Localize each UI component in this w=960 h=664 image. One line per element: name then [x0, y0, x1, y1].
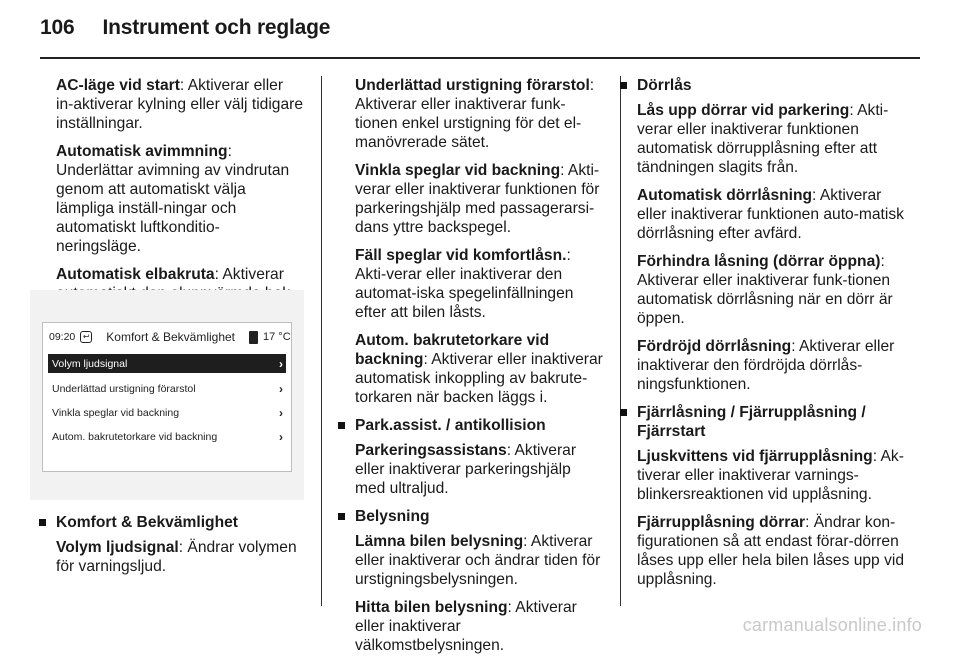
info-display-screen: [42, 322, 292, 472]
term: Fjärrupplåsning dörrar: [637, 514, 806, 531]
menu-item-label: Autom. bakrutetorkare vid backning: [52, 430, 218, 443]
term: Automatisk elbakruta: [56, 266, 215, 283]
term: AC-läge vid start: [56, 77, 180, 94]
bullet-square-icon: [338, 513, 345, 520]
section-comfort: [56, 513, 304, 532]
term: Underlättad urstigning förarstol: [355, 77, 590, 94]
column-divider: [321, 76, 322, 606]
setting-auto-defog: [56, 142, 304, 256]
term: Parkeringsassistans: [355, 442, 507, 459]
setting-prevent-lock: [637, 252, 905, 328]
chevron-right-icon: ›: [279, 429, 283, 444]
setting-park-assist: [355, 441, 605, 498]
setting-ac-start: [56, 76, 304, 133]
description: : Aktiverar eller inaktiverar den fördröjda dörrlås-ningsfunktionen.: [637, 338, 895, 393]
section-title: Belysning: [355, 508, 430, 525]
setting-fold-mirrors: [355, 246, 605, 322]
setting-auto-lock: [637, 186, 905, 243]
section-title: Park.assist. / antikollision: [355, 417, 546, 434]
display-time: 09:20: [49, 331, 76, 343]
display-top-bar: [43, 323, 291, 351]
description: : Aktiverar eller inaktiverar funk-tionen automatisk dörrlåsning när en dörr är öppen.: [637, 253, 893, 327]
term: Lås upp dörrar vid parkering: [637, 102, 850, 119]
bullet-square-icon: [620, 409, 627, 416]
setting-exit-lighting: [355, 532, 605, 589]
phone-icon: [249, 331, 258, 344]
description: : Aktiverar eller inaktiverar välkomstbelysningen.: [355, 599, 577, 654]
section-lighting: [355, 507, 605, 526]
menu-item-label: Volym ljudsignal: [52, 357, 128, 370]
term: Automatisk dörrlåsning: [637, 187, 813, 204]
column-1-bottom: [56, 513, 304, 585]
term: Volym ljudsignal: [56, 539, 179, 556]
display-menu-item-easy-exit: [48, 379, 286, 398]
description: : Aktiverar: [214, 266, 284, 283]
term: Fäll speglar vid komfortlåsn.: [355, 247, 567, 264]
term: Förhindra låsning (dörrar öppna): [637, 253, 881, 270]
setting-remote-feedback: [637, 447, 905, 504]
description: : Akti-verar eller inaktiverar den automat-iska spegelinfällningen efter att bilen låsts.: [355, 247, 574, 321]
setting-delayed-lock: [637, 337, 905, 394]
description: : Akti-verar eller inaktiverar funktionen automatisk dörrupplåsning efter att tändningen slagits från.: [637, 102, 889, 176]
description: : Aktiverar eller inaktiverar och ändrar tiden för urstigningsbelysningen.: [355, 533, 601, 588]
display-menu-item-rear-wiper: [48, 427, 286, 446]
display-temperature: 17 °C: [263, 331, 291, 343]
chevron-right-icon: ›: [279, 405, 283, 420]
bullet-square-icon: [39, 519, 46, 526]
bullet-square-icon: [620, 82, 627, 89]
term: Autom. bakrutetorkare vid backning: [355, 332, 550, 368]
description: : Aktiverar eller inaktiverar funk-tionen enkel urstigning för det el-manövrerade sätet.: [355, 77, 595, 151]
column-divider: [620, 76, 621, 606]
column-3: [637, 76, 905, 598]
term: Fördröjd dörrlåsning: [637, 338, 792, 355]
watermark: carmanualsonline.info: [742, 615, 922, 635]
description: : Aktiverar eller inaktiverar parkeringshjälp med ultraljud.: [355, 442, 577, 497]
menu-item-label: Vinkla speglar vid backning: [52, 406, 180, 419]
section-title: Fjärrlåsning / Fjärrupplåsning / Fjärrstart: [637, 404, 866, 440]
column-2: [355, 76, 605, 664]
back-icon: ↩: [80, 331, 92, 343]
display-illustration: [30, 290, 304, 500]
setting-rear-wiper: [355, 331, 605, 407]
section-title: Komfort & Bekvämlighet: [56, 514, 238, 531]
description: : Ändrar volymen för varningsljud.: [56, 539, 297, 575]
setting-remote-unlock: [637, 513, 905, 589]
setting-unlock-park: [637, 101, 905, 177]
setting-tilt-mirror: [355, 161, 605, 237]
description: : Aktiverar eller inaktiverar automatisk inkoppling av bakrute-torkaren när backen läggs i.: [355, 351, 603, 406]
page-number: 106: [40, 16, 75, 39]
term: Lämna bilen belysning: [355, 533, 524, 550]
description: : Underlättar avimning av vindrutan genom att automatiskt välja lämpliga inställ-ningar och automatiskt luftkonditio-neringsläge.: [56, 143, 290, 255]
header-rule: [40, 57, 920, 59]
bullet-square-icon: [338, 422, 345, 429]
description: : Ändrar kon-figurationen så att endast förar-dörren låses upp eller hela bilen låses upp vid upplåsning.: [637, 514, 904, 588]
description: : Akti-verar eller inaktiverar funktionen för parkeringshjälp med passagerarsi-dans yttre backspegel.: [355, 162, 600, 236]
term: Automatisk avimmning: [56, 143, 228, 160]
page-header: [40, 16, 330, 40]
section-door-locks: [637, 76, 905, 95]
description: : Ak-tiverar eller inaktiverar varnings-blinkersreaktionen vid upplåsning.: [637, 448, 904, 503]
term: Ljuskvittens vid fjärrupplåsning: [637, 448, 873, 465]
page-title: Instrument och reglage: [102, 16, 331, 39]
setting-welcome-lighting: [355, 598, 605, 655]
setting-easy-exit: [355, 76, 605, 152]
display-menu-item-volume: [48, 354, 286, 373]
chevron-right-icon: ›: [279, 356, 283, 371]
display-menu-item-tilt-mirror: [48, 403, 286, 422]
term: Vinkla speglar vid backning: [355, 162, 561, 179]
chevron-right-icon: ›: [279, 381, 283, 396]
description: : Aktiverar eller inaktiverar funktionen auto-matisk dörrlåsning efter avfärd.: [637, 187, 904, 242]
display-title: Komfort & Bekvämlighet: [106, 330, 235, 344]
section-park-assist: [355, 416, 605, 435]
setting-chime-volume: [56, 538, 304, 576]
section-remote: [637, 403, 905, 441]
description: : Aktiverar eller in-aktiverar kylning eller välj tidigare inställningar.: [56, 77, 304, 132]
menu-item-label: Underlättad urstigning förarstol: [52, 382, 196, 395]
section-title: Dörrlås: [637, 77, 692, 94]
term: Hitta bilen belysning: [355, 599, 508, 616]
